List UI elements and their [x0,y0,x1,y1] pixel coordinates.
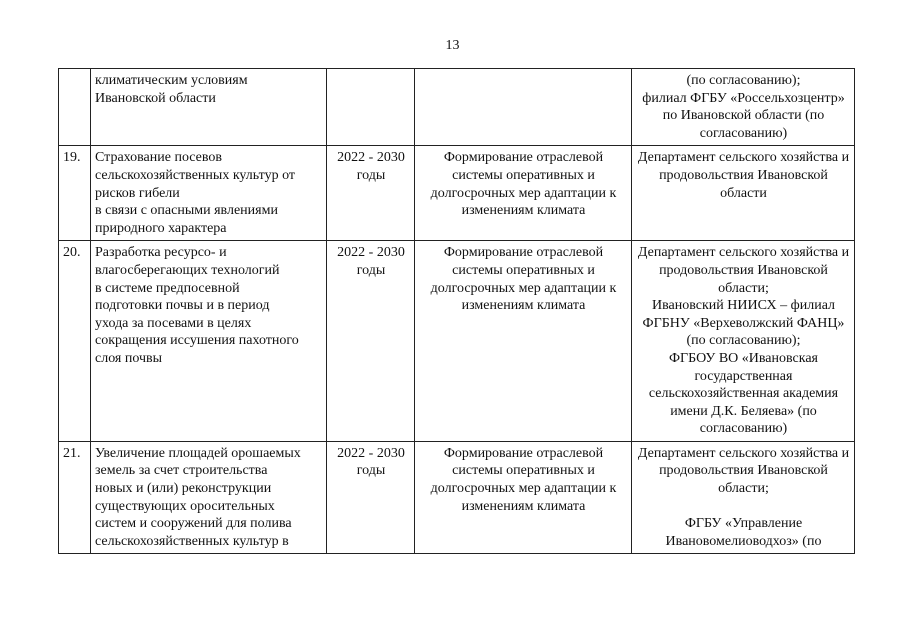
expected-result-line: изменениям климата [461,298,586,314]
expected-result-line: системы оперативных и [452,463,595,479]
measure-line: Ивановской области [95,90,216,106]
row-number: 21. [63,445,81,461]
executors-line: согласованию) [699,421,788,437]
executors-line: ФГБОУ ВО «Ивановская [668,350,818,366]
expected-result-line: Формирование отраслевой [443,445,604,461]
measures-table [58,68,855,554]
measure-line: природного характера [95,220,227,236]
expected-result-cell [415,441,632,554]
measure-line: существующих оросительных [95,498,275,514]
measure-line: Страхование посевов [95,150,223,166]
measure-line: сокращения иссушения пахотного [95,333,299,349]
row-number-cell [59,441,91,554]
measure-line: климатическим условиям [95,73,248,88]
executors-cell [632,241,855,442]
executors-cell [632,69,855,146]
expected-result-line: изменениям климата [461,203,586,219]
executors-line: продовольствия Ивановской [659,463,828,479]
executors-line: области; [718,481,769,497]
expected-result-line: системы оперативных и [452,167,595,183]
term-line: годы [356,167,386,183]
expected-result-cell [415,146,632,241]
term-line: годы [356,463,386,479]
expected-result-line: долгосрочных мер адаптации к [430,280,617,296]
term-cell [327,441,415,554]
expected-result-line: системы оперативных и [452,262,595,278]
measure-cell [91,241,327,442]
executors-line: (по согласованию); [686,333,801,349]
table-row [59,146,855,241]
executors-line: по Ивановской области (по [662,108,825,124]
row-number-cell [59,241,91,442]
executors-line: согласованию) [699,125,788,141]
measure-cell [91,146,327,241]
executors-line: Департамент сельского хозяйства и [637,245,850,261]
measure-cell [91,441,327,554]
measure-line: новых и (или) реконструкции [95,481,272,497]
executors-line: ФГБНУ «Верхеволжский ФАНЦ» [642,315,845,331]
measure-line: Разработка ресурсо- и [95,245,227,261]
executors-line: области [720,185,767,201]
executors-line: Ивановомелиоводхоз» (по [665,533,822,549]
row-number-cell [59,146,91,241]
measure-line: Увеличение площадей орошаемых [95,445,301,461]
row-number-cell [59,69,91,146]
expected-result-line: долгосрочных мер адаптации к [430,185,617,201]
measure-line: в связи с опасными явлениями [95,203,278,219]
measure-line: слоя почвы [95,350,163,366]
measure-line: подготовки почвы и в период [95,298,270,314]
row-number: 19. [63,150,81,166]
measure-line: в системе предпосевной [95,280,240,296]
term-line: годы [356,262,386,278]
measure-line: рисков гибели [95,185,180,201]
term-cell [327,146,415,241]
measure-line: сельскохозяйственных культур от [95,167,296,183]
term-line: 2022 - 2030 [337,445,405,461]
executors-line: Ивановский НИИСХ – филиал [651,298,836,314]
expected-result-line: Формирование отраслевой [443,245,604,261]
executors-line [636,498,851,516]
term-line: 2022 - 2030 [337,150,405,166]
executors-cell [632,146,855,241]
expected-result-line: Формирование отраслевой [443,150,604,166]
executors-line: Департамент сельского хозяйства и [637,445,850,461]
measure-cell [91,69,327,146]
executors-line: государственная [694,368,793,384]
measure-line: сельскохозяйственных культур в [95,533,289,549]
measure-line: ухода за посевами в целях [95,315,252,331]
row-number: 20. [63,245,81,261]
measure-line: влагосберегающих технологий [95,262,280,278]
executors-line: продовольствия Ивановской [659,262,828,278]
page-number: 13 [445,38,460,53]
table-row [59,69,855,146]
executors-line: продовольствия Ивановской [659,167,828,183]
executors-line: (по согласованию); [686,73,801,88]
executors-line: Департамент сельского хозяйства и [637,150,850,166]
executors-line: ФГБУ «Управление [684,516,803,532]
executors-line: имени Д.К. Беляева» (по [670,403,817,419]
table-row [59,441,855,554]
expected-result-line: долгосрочных мер адаптации к [430,481,617,497]
executors-line: сельскохозяйственная академия [648,386,839,402]
executors-cell [632,441,855,554]
term-cell [327,69,415,146]
measure-line: земель за счет строительства [95,463,268,479]
table-row [59,241,855,442]
measure-line: систем и сооружений для полива [95,516,292,532]
executors-line: филиал ФГБУ «Россельхозцентр» [642,90,845,106]
expected-result-cell [415,241,632,442]
term-cell [327,241,415,442]
expected-result-line: изменениям климата [461,498,586,514]
executors-line: области; [718,280,769,296]
term-line: 2022 - 2030 [337,245,405,261]
expected-result-cell [415,69,632,146]
